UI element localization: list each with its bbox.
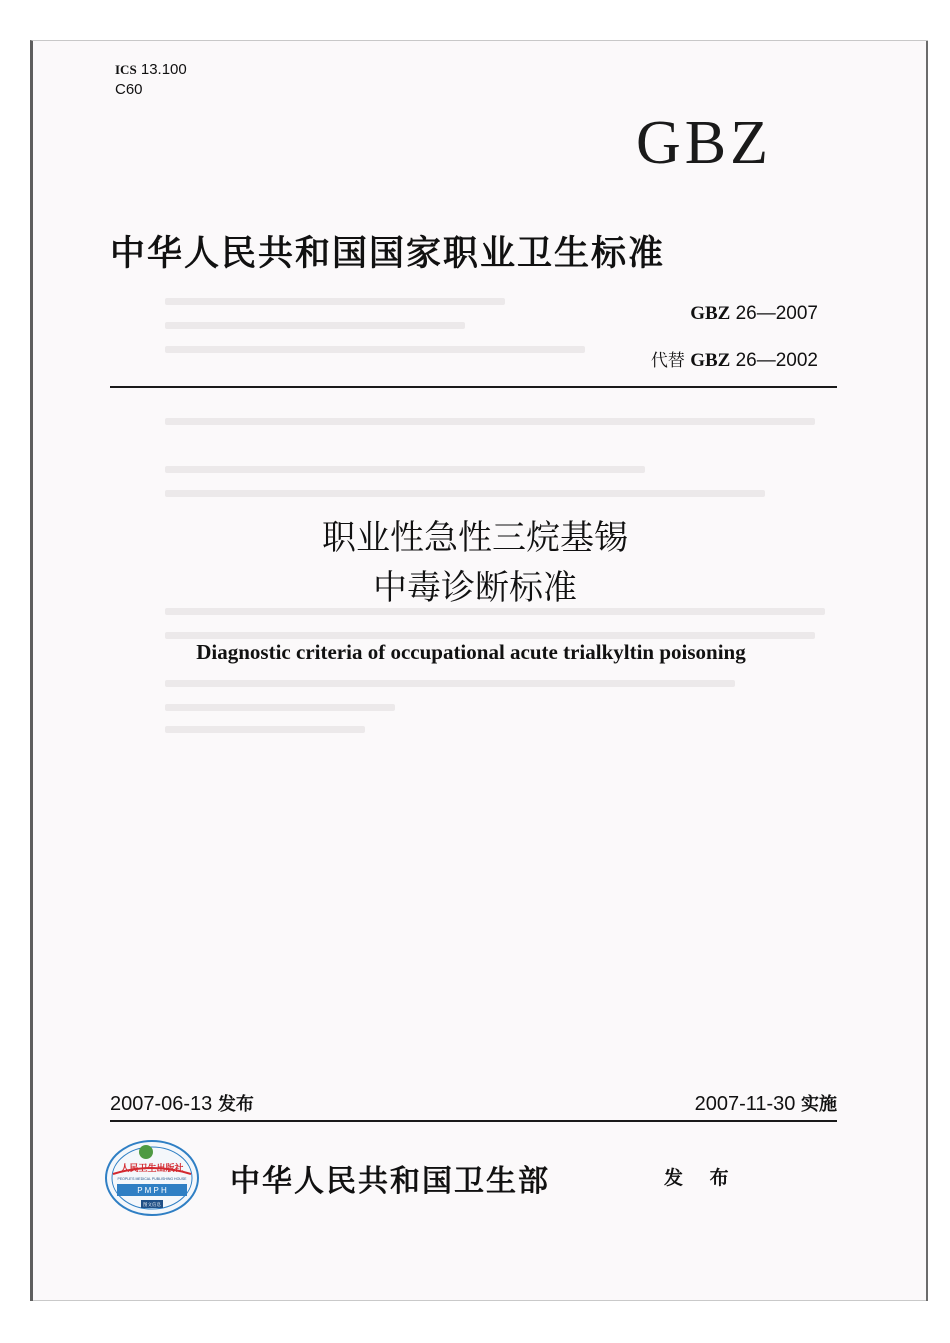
- document-title-line1: 职业性急性三烷基锡: [322, 518, 628, 558]
- publisher-emblem-icon: [103, 1138, 201, 1218]
- issued-date: [110, 1090, 254, 1116]
- standard-number-prefix: GBZ: [690, 303, 731, 324]
- bleed-through-line: [165, 346, 585, 353]
- bleed-through-line: [165, 418, 815, 425]
- issued-date-value: 2007-06-13: [110, 1093, 213, 1115]
- bleed-through-line: [165, 466, 645, 473]
- effective-date-value: 2007-11-30: [694, 1093, 796, 1115]
- bleed-through-line: [165, 680, 735, 687]
- gbz-logo: GBZ: [636, 109, 772, 177]
- standard-number-value: 26—2007: [735, 303, 818, 324]
- bleed-through-line: [165, 608, 825, 615]
- replaces-prefix: GBZ: [690, 350, 731, 371]
- bleed-through-line: [165, 704, 395, 711]
- classification-codes: [115, 60, 187, 100]
- bleed-through-line: [165, 322, 465, 329]
- emblem-badge: 图文信息: [143, 1203, 161, 1208]
- issuer-name: 中华人民共和国卫生部: [230, 1164, 550, 1199]
- bleed-through-line: [165, 298, 505, 305]
- replaces-standard: [651, 346, 818, 372]
- standard-title: 中华人民共和国国家职业卫生标准: [110, 233, 666, 274]
- emblem-abbr: P M P H: [137, 1186, 167, 1195]
- ics-code: [115, 60, 187, 80]
- footer-rule: [110, 1120, 837, 1122]
- effective-label: 实施: [801, 1094, 837, 1115]
- category-code: C60: [115, 81, 143, 98]
- ics-prefix: ICS: [115, 62, 137, 77]
- emblem-text-cn: 人民卫生出版社: [120, 1164, 184, 1174]
- bleed-through-line: [165, 726, 365, 733]
- bleed-through-line: [165, 632, 815, 639]
- document-title-english: Diagnostic criteria of occupational acute trialkyltin poisoning: [196, 640, 746, 664]
- emblem-text-en: PEOPLE'S MEDICAL PUBLISHING HOUSE: [117, 1177, 187, 1181]
- effective-date: [695, 1090, 837, 1116]
- standard-number: [690, 303, 818, 325]
- replaces-label: 代替: [650, 351, 685, 371]
- document-title-line2: 中毒诊断标准: [373, 568, 577, 608]
- header-rule: [110, 386, 837, 388]
- ics-number: 13.100: [140, 61, 187, 78]
- bleed-through-line: [165, 490, 765, 497]
- issued-label: 发布: [217, 1094, 254, 1115]
- replaces-number: 26—2002: [735, 350, 818, 371]
- issuer-action: 发 布: [664, 1167, 739, 1189]
